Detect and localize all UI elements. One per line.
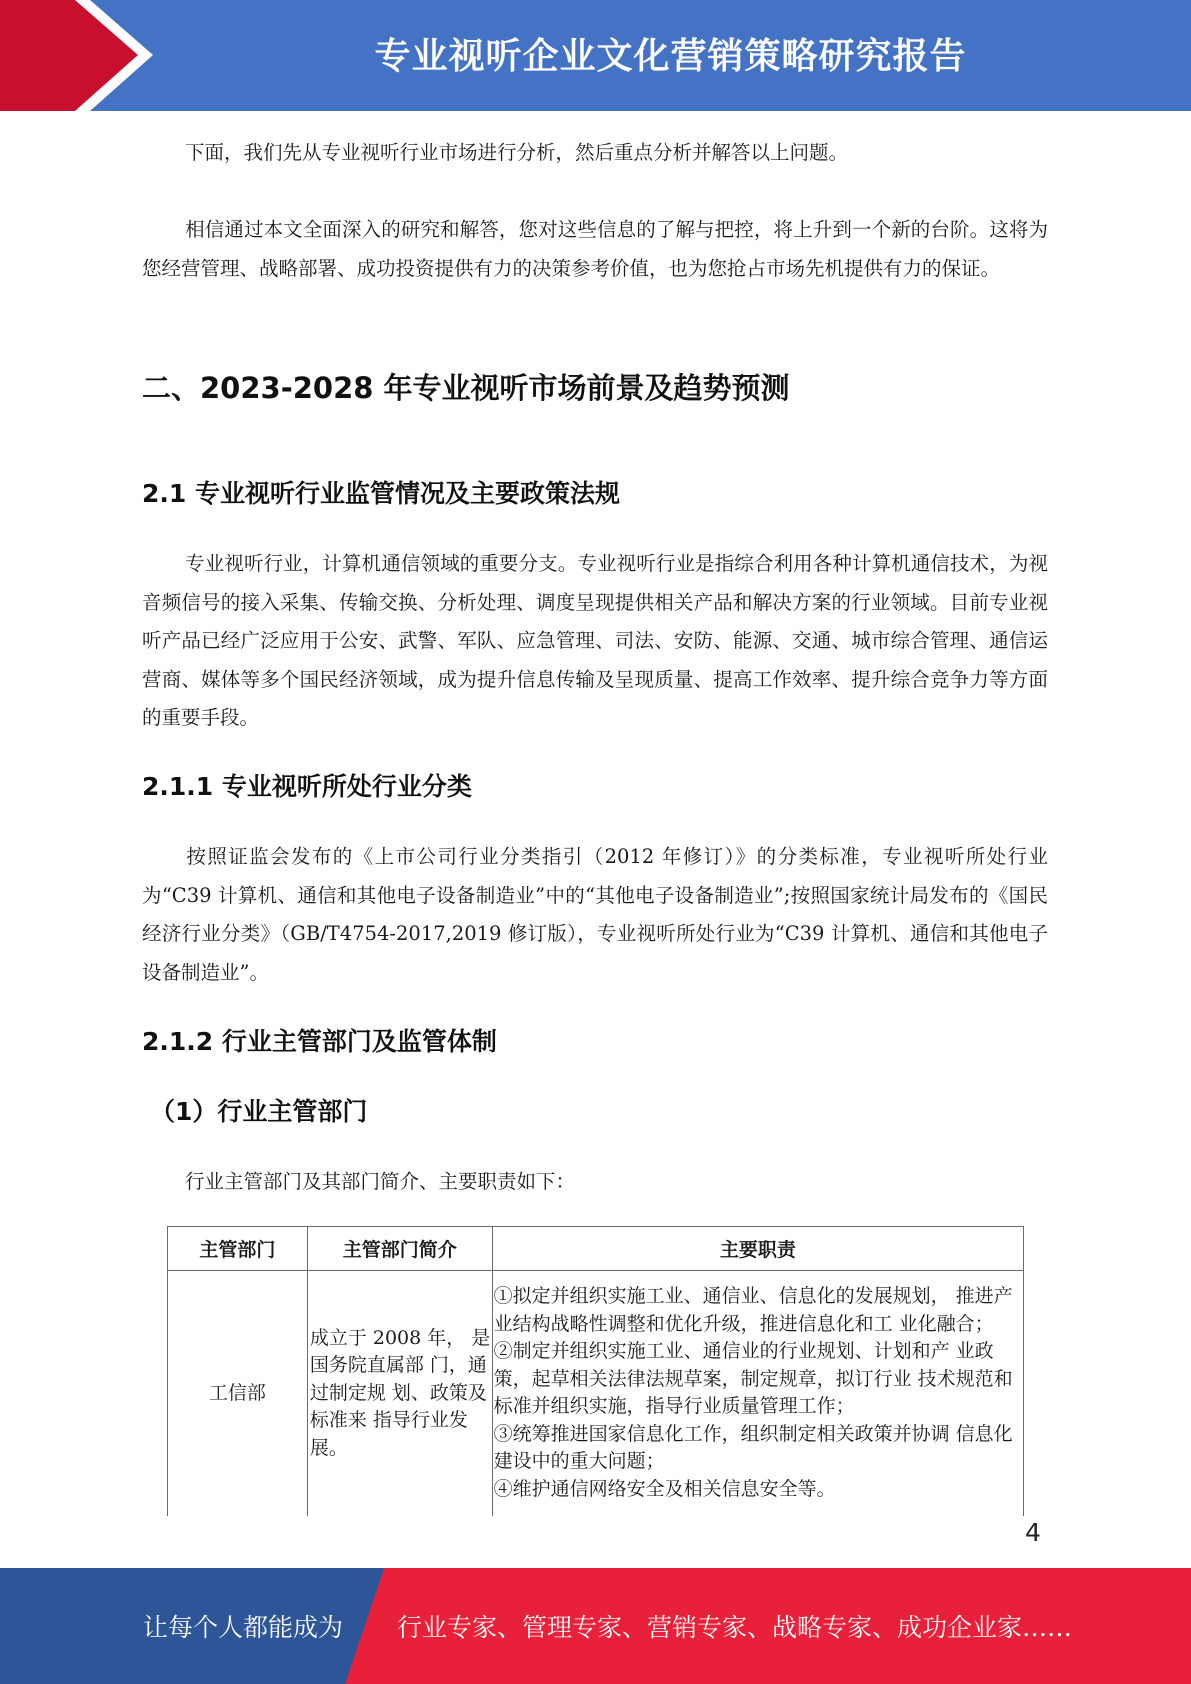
cell-intro: 成立于 2008 年， 是国务院直属部 门，通过制定规 划、政策及标准来 指导行业发展。 [307, 1271, 492, 1516]
header-dept: 主管部门 [168, 1227, 308, 1271]
subsection-heading-2-1-1: 2.1.1 专业视听所处行业分类 [142, 772, 472, 801]
paragraph-intro: 下面，我们先从专业视听行业市场进行分析，然后重点分析并解答以上问题。 [185, 141, 849, 164]
page-footer [0, 1568, 1191, 1684]
section-heading: 二、2023-2028 年专业视听市场前景及趋势预测 [142, 371, 790, 405]
footer-slogan-right: 行业专家、管理专家、营销专家、战略专家、成功企业家…… [397, 1613, 1073, 1642]
duty-item: ①拟定并组织实施工业、通信业、信息化的发展规划， 推进产业结构战略性调整和优化升级，推进信息化和工 业化融合； [493, 1285, 1013, 1335]
subsection-heading-2-1-2: 2.1.2 行业主管部门及监管体制 [142, 1027, 497, 1056]
paragraph-table-intro: 行业主管部门及其部门简介、主要职责如下： [185, 1170, 576, 1193]
cell-duties [492, 1271, 1023, 1516]
sub-heading-authority: （1）行业主管部门 [150, 1097, 368, 1126]
paragraph-industry-classification: 按照证监会发布的《上市公司行业分类指引（2012 年修订）》的分类标准，专业视听所处行业为“C39 计算机、通信和其他电子设备制造业”中的“其他电子设备制造业”;按照国家统计局发布的《国民经济行业分类》（GB/T4754-2017,2019 修订版），专业视听所处行业为“C39 计算机、通信和其他电子设备制造业”。 [142, 845, 1048, 984]
duty-item: ③统筹推进国家信息化工作，组织制定相关政策并协调 信息化建设中的重大问题； [493, 1422, 1013, 1473]
page-number: 4 [1025, 1518, 1041, 1547]
header-intro: 主管部门简介 [307, 1227, 492, 1271]
paragraph-value: 相信通过本文全面深入的研究和解答，您对这些信息的了解与把控，将上升到一个新的台阶。这将为您经营管理、战略部署、成功投资提供有力的决策参考价值，也为您抢占市场先机提供有力的保证。 [142, 218, 1048, 280]
authority-table [167, 1226, 1024, 1516]
subsection-heading-2-1: 2.1 专业视听行业监管情况及主要政策法规 [142, 479, 620, 508]
page-header [0, 0, 1191, 111]
header-duties: 主要职责 [492, 1227, 1023, 1271]
report-title: 专业视听企业文化营销策略研究报告 [374, 36, 967, 77]
paragraph-industry-overview: 专业视听行业，计算机通信领域的重要分支。专业视听行业是指综合利用各种计算机通信技术，为视音频信号的接入采集、传输交换、分析处理、调度呈现提供相关产品和解决方案的行业领域。目前专业视听产品已经广泛应用于公安、武警、军队、应急管理、司法、安防、能源、交通、城市综合管理、通信运营商、媒体等多个国民经济领域，成为提升信息传输及呈现质量、提高工作效率、提升综合竞争力等方面的重要手段。 [142, 552, 1048, 729]
footer-slogan-left: 让每个人都能成为 [143, 1613, 344, 1642]
duty-item: ②制定并组织实施工业、通信业的行业规划、计划和产 业政策，起草相关法律法规草案，制定规章，拟订行业 技术规范和标准并组织实施，指导行业质量管理工作； [493, 1340, 1013, 1418]
table-header-row [168, 1227, 1024, 1271]
cell-dept: 工信部 [168, 1271, 308, 1516]
table-row [168, 1271, 1024, 1516]
duty-item: ④维护通信网络安全及相关信息安全等。 [493, 1477, 836, 1500]
